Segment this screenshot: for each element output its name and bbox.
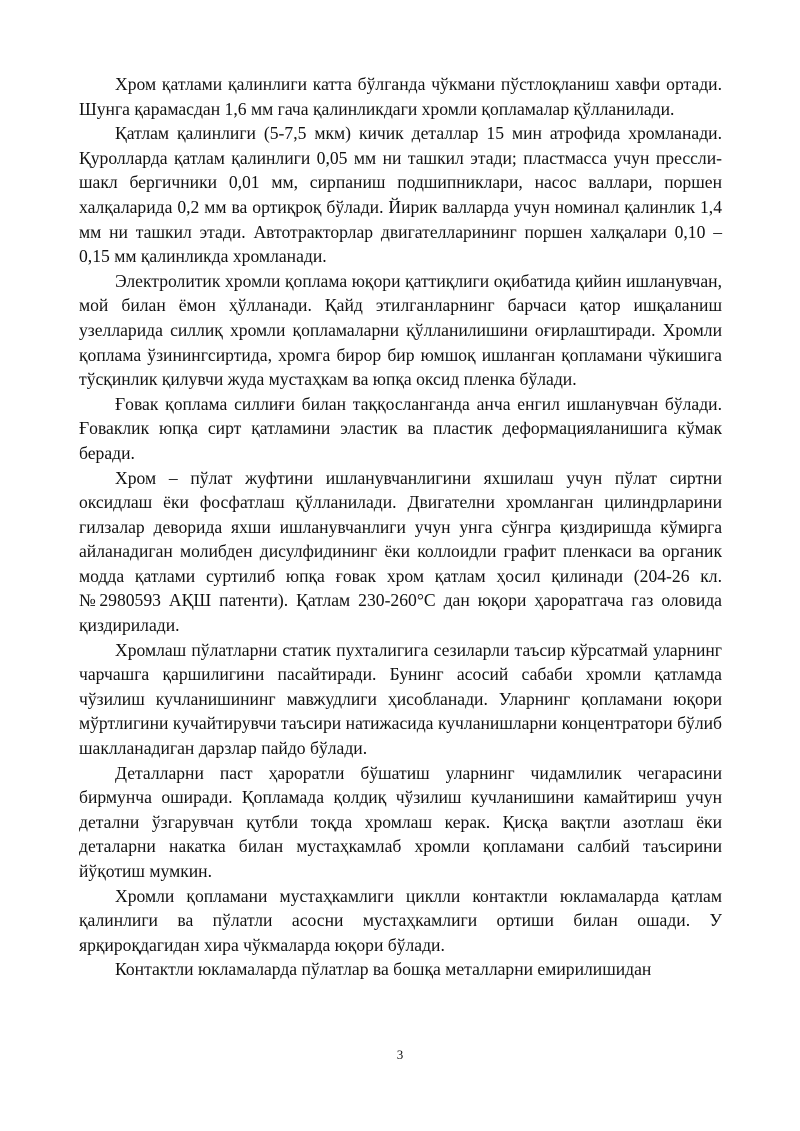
- document-page: [79, 72, 722, 982]
- page-number: 3: [396, 1047, 404, 1062]
- paragraph-1: Хром қатлами қалинлиги катта бўлганда чўкмани пўстлоқланиш хавфи ортади. Шунга қарамасдан 1,6 мм гача қалинликдаги хромли қопламалар қўлланилади.: [79, 74, 722, 119]
- paragraph-7: Деталларни паст ҳароратли бўшатиш уларнинг чидамлилик чегарасини бирмунча оширади. Қопламада қолдиқ чўзилиш кучланишини камайтириш учун детални ўзгарувчан қутбли тоқда хромлаш керак. Қисқа вақтли азотлаш ёки деталарни накатка билан мустаҳкамлаб хромли қопламани салбий таъсирини йўқотиш мумкин.: [79, 762, 722, 881]
- paragraph-4: Ғовак қоплама силлиғи билан таққосланганда анча енгил ишланувчан бўлади. Ғоваклик юпқа сирт қатламини эластик ва пластик деформацияланишига кўмак беради.: [79, 393, 722, 463]
- paragraph-9: Контактли юкламаларда пўлатлар ва бошқа металларни емирилишидан: [115, 959, 652, 980]
- paragraph-6: Хромлаш пўлатларни статик пухталигига сезиларли таъсир кўрсатмай уларнинг чарчашга қаршилигини пасайтиради. Бунинг асосий сабаби хромли қатламда чўзилиш кучланишининг мавжудлиги ҳисобланади. Уларнинг қопламани юқори мўртлигини кучайтирувчи таъсири натижасида кучланишларни концентратори бўлиб шаклланадиган дарзлар пайдо бўлади.: [79, 639, 722, 759]
- paragraph-2: Қатлам қалинлиги (5-7,5 мкм) кичик деталлар 15 мин атрофида хромланади. Қуролларда қатлам қалинлиги 0,05 мм ни ташкил этади; пластмасса учун прессли-шакл бергичники 0,01 мм, сирпаниш подшипниклари, насос валлари, поршен халқаларида 0,2 мм ва ортиқроқ бўлади. Йирик валларда учун номинал қалинлик 1,4 мм ни ташкил этади. Автотракторлар двигателларининг поршен халқалари 0,10 – 0,15 мм қалинликда хромланади.: [79, 123, 722, 267]
- paragraph-5: Хром – пўлат жуфтини ишланувчанлигини яхшилаш учун пўлат сиртни оксидлаш ёки фосфатлаш қўлланилади. Двигателни хромланган цилиндрларини гилзалар деворида яхши ишланувчанлиги учун унга сўнгра қиздиришда кўмирга айланадиган молибден дисулфидининг ёки коллоидли графит пленкаси ва органик модда қатлами суртилиб юпқа ғовак хром қатлам ҳосил қилинади (204-26 кл.№2980593 АҚШ патенти). Қатлам 230-260°С дан юқори ҳароратгача газ оловида қиздирилади.: [79, 467, 722, 636]
- paragraph-8: Хромли қопламани мустаҳкамлиги циклли контактли юкламаларда қатлам қалинлиги ва пўлатли асосни мустаҳкамлиги ортиши билан ошади. У ярқироқдагидан хира чўкмаларда юқори бўлади.: [79, 885, 722, 955]
- paragraph-3: Электролитик хромли қоплама юқори қаттиқлиги оқибатида қийин ишланувчан, мой билан ёмон ҳўлланади. Қайд этилганларнинг барчаси қатор ишқаланиш узелларида силлиқ хромли қопламаларни қўлланилишини оғирлаштиради. Хромли қоплама ўзинингсиртида, хромга бирор бир юмшоқ ишланган қопламани чўкишига тўсқинлик қилувчи жуда мустаҳкам ва юпқа оксид пленка бўлади.: [79, 270, 722, 390]
